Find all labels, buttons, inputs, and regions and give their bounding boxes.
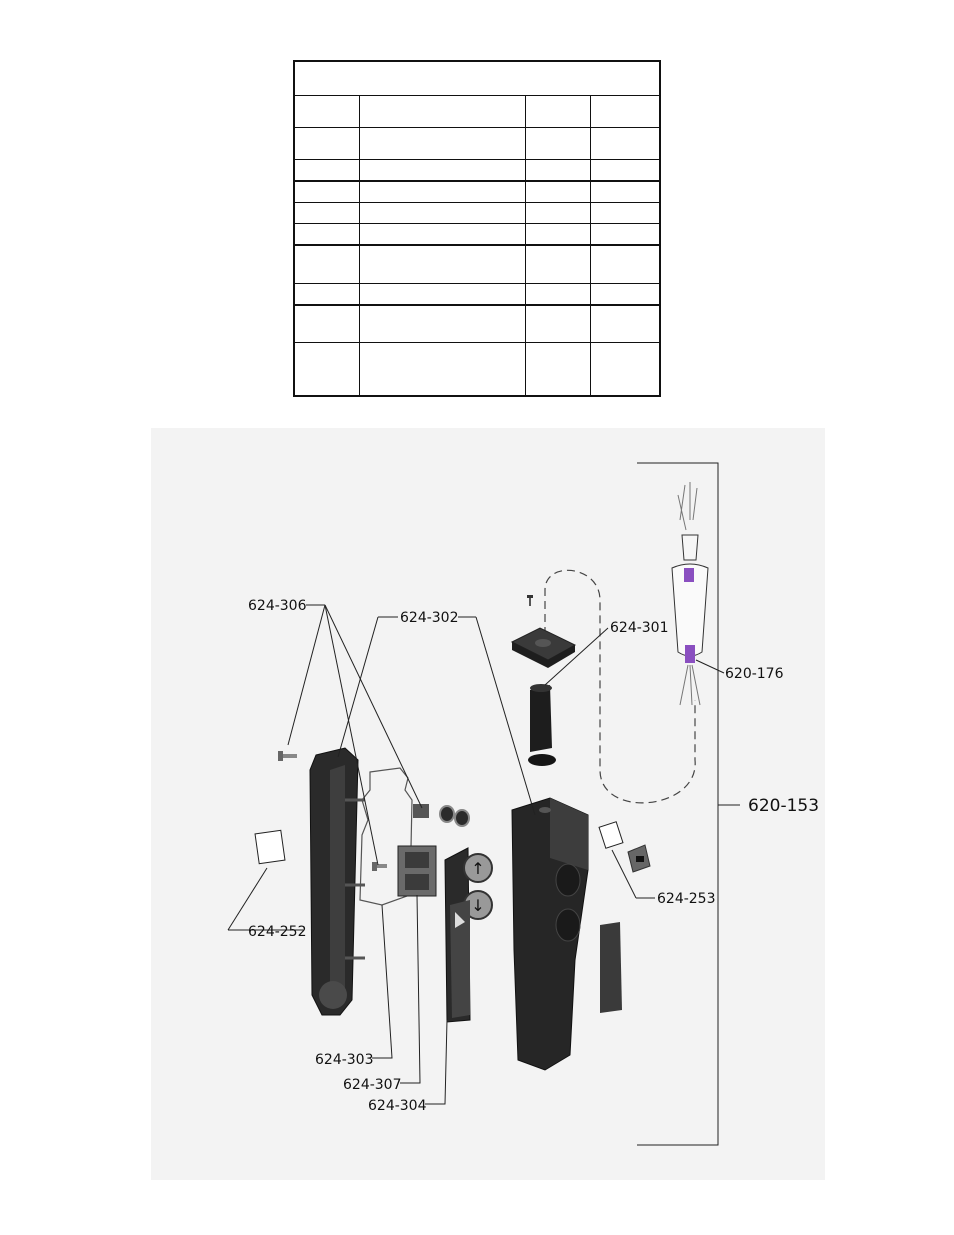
leader-lines xyxy=(228,605,655,1104)
callout-624-307: 624-307 xyxy=(343,1077,402,1093)
main-housing xyxy=(512,798,588,1070)
small-tag xyxy=(628,845,650,872)
top-cap xyxy=(512,628,575,668)
callout-624-303: 624-303 xyxy=(315,1052,374,1068)
screw-mid xyxy=(372,862,387,871)
label-252 xyxy=(255,830,285,863)
cable-clamp xyxy=(672,482,708,705)
side-plate xyxy=(600,922,622,1013)
screw-left xyxy=(278,751,297,761)
callout-624-302: 624-302 xyxy=(400,610,459,626)
callout-620-176: 620-176 xyxy=(725,666,784,682)
callout-624-253: 624-253 xyxy=(657,891,716,907)
assembly-bracket xyxy=(637,463,718,1145)
svg-text:↓: ↓ xyxy=(471,896,485,915)
label-253 xyxy=(599,822,623,848)
callout-624-306: 624-306 xyxy=(248,598,307,614)
small-screw xyxy=(527,595,533,606)
contact-block xyxy=(398,846,436,896)
callout-624-301: 624-301 xyxy=(610,620,669,636)
callout-620-153: 620-153 xyxy=(748,796,820,816)
clamp-purple-top xyxy=(684,568,694,582)
clamp-purple-bottom xyxy=(685,645,695,663)
strain-relief-boot xyxy=(528,684,556,766)
callout-624-304: 624-304 xyxy=(368,1098,427,1114)
callout-624-252: 624-252 xyxy=(248,924,307,940)
cable-dashed xyxy=(545,570,695,803)
svg-text:↑: ↑ xyxy=(471,859,485,878)
push-button-assembly xyxy=(445,848,492,1022)
leader-620-176 xyxy=(696,660,724,673)
rear-housing xyxy=(310,748,365,1015)
